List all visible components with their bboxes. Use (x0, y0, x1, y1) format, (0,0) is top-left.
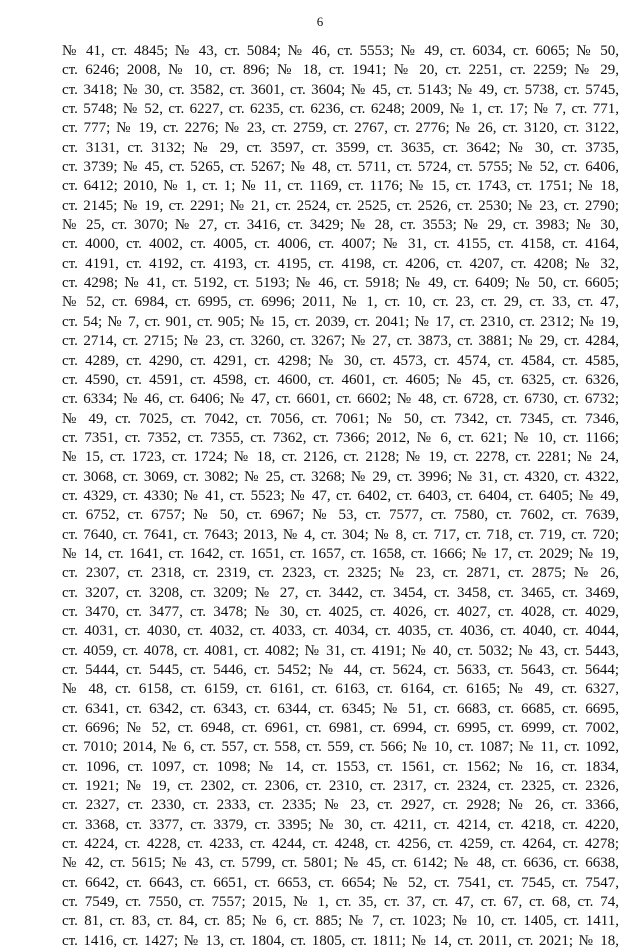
page-number: 6 (316, 14, 324, 29)
text-line: ст. 2327, ст. 2330, ст. 2333, ст. 2335; № 23, ст. 2927, ст. 2928; № 26, ст. 3366, (62, 797, 619, 814)
text-line: ст. 7010; 2014, № 6, ст. 557, ст. 558, ст. 559, ст. 566; № 10, ст. 1087; № 11, ст. 1092, (62, 739, 619, 756)
text-line: ст. 3368, ст. 3377, ст. 3379, ст. 3395; № 30, ст. 4211, ст. 4214, ст. 4218, ст. 4220, (62, 816, 619, 833)
text-line: ст. 3470, ст. 3477, ст. 3478; № 30, ст. 4025, ст. 4026, ст. 4027, ст. 4028, ст. 4029, (62, 603, 619, 620)
text-line: ст. 4031, ст. 4030, ст. 4032, ст. 4033, ст. 4034, ст. 4035, ст. 4036, ст. 4040, ст. 4044, (62, 623, 619, 640)
text-line: № 48, ст. 6158, ст. 6159, ст. 6161, ст. 6163, ст. 6164, ст. 6165; № 49, ст. 6327, (62, 681, 619, 698)
text-line: ст. 6696; № 52, ст. 6948, ст. 6961, ст. 6981, ст. 6994, ст. 6995, ст. 6999, ст. 7002, (62, 720, 619, 737)
text-line: ст. 7549, ст. 7550, ст. 7557; 2015, № 1, ст. 35, ст. 37, ст. 47, ст. 67, ст. 68, ст. 74, (62, 894, 619, 911)
text-line: ст. 3068, ст. 3069, ст. 3082; № 25, ст. 3268; № 29, ст. 3996; № 31, ст. 4320, ст. 4322, (62, 468, 619, 485)
text-line: ст. 7351, ст. 7352, ст. 7355, ст. 7362, ст. 7366; 2012, № 6, ст. 621; № 10, ст. 1166; (62, 429, 619, 446)
text-line: ст. 4059, ст. 4078, ст. 4081, ст. 4082; № 31, ст. 4191; № 40, ст. 5032; № 43, ст. 5443, (62, 642, 619, 659)
text-line: № 15, ст. 1723, ст. 1724; № 18, ст. 2126, ст. 2128; № 19, ст. 2278, ст. 2281; № 24, (62, 449, 619, 466)
text-line: ст. 3207, ст. 3208, ст. 3209; № 27, ст. 3442, ст. 3454, ст. 3458, ст. 3465, ст. 3469, (62, 584, 619, 601)
text-line: ст. 4329, ст. 4330; № 41, ст. 5523; № 47, ст. 6402, ст. 6403, ст. 6404, ст. 6405; № 49, (62, 487, 619, 504)
text-line: ст. 6246; 2008, № 10, ст. 896; № 18, ст. 1941; № 20, ст. 2251, ст. 2259; № 29, (62, 62, 619, 79)
text-line: ст. 7640, ст. 7641, ст. 7643; 2013, № 4, ст. 304; № 8, ст. 717, ст. 718, ст. 719, ст. 720; (62, 526, 619, 543)
text-line: ст. 1921; № 19, ст. 2302, ст. 2306, ст. 2310, ст. 2317, ст. 2324, ст. 2325, ст. 2326, (62, 778, 619, 795)
text-line: ст. 4191, ст. 4192, ст. 4193, ст. 4195, ст. 4198, ст. 4206, ст. 4207, ст. 4208; № 32, (62, 255, 619, 272)
text-line: ст. 4590, ст. 4591, ст. 4598, ст. 4600, ст. 4601, ст. 4605; № 45, ст. 6325, ст. 6326, (62, 371, 619, 388)
text-line: ст. 1096, ст. 1097, ст. 1098; № 14, ст. 1553, ст. 1561, ст. 1562; № 16, ст. 1834, (62, 758, 619, 775)
text-line: ст. 2145; № 19, ст. 2291; № 21, ст. 2524, ст. 2525, ст. 2526, ст. 2530; № 23, ст. 2790; (62, 197, 619, 214)
text-line: ст. 3131, ст. 3132; № 29, ст. 3597, ст. 3599, ст. 3635, ст. 3642; № 30, ст. 3735, (62, 139, 619, 156)
text-line: ст. 4289, ст. 4290, ст. 4291, ст. 4298; № 30, ст. 4573, ст. 4574, ст. 4584, ст. 4585, (62, 352, 619, 369)
text-line: ст. 6752, ст. 6757; № 50, ст. 6967; № 53, ст. 7577, ст. 7580, ст. 7602, ст. 7639, (62, 507, 619, 524)
body-text (62, 42, 619, 951)
text-line: ст. 81, ст. 83, ст. 84, ст. 85; № 6, ст. 885; № 7, ст. 1023; № 10, ст. 1405, ст. 1411, (62, 913, 619, 930)
text-line: ст. 5748; № 52, ст. 6227, ст. 6235, ст. 6236, ст. 6248; 2009, № 1, ст. 17; № 7, ст. 771, (62, 101, 619, 118)
text-line: ст. 5444, ст. 5445, ст. 5446, ст. 5452; № 44, ст. 5624, ст. 5633, ст. 5643, ст. 5644; (62, 662, 619, 678)
text-line: ст. 2307, ст. 2318, ст. 2319, ст. 2323, ст. 2325; № 23, ст. 2871, ст. 2875; № 26, (62, 565, 619, 582)
text-line: ст. 6412; 2010, № 1, ст. 1; № 11, ст. 1169, ст. 1176; № 15, ст. 1743, ст. 1751; № 18, (62, 178, 619, 195)
text-line: ст. 1416, ст. 1427; № 13, ст. 1804, ст. 1805, ст. 1811; № 14, ст. 2011, ст. 2021; № 18, (62, 932, 619, 949)
text-line: ст. 4000, ст. 4002, ст. 4005, ст. 4006, ст. 4007; № 31, ст. 4155, ст. 4158, ст. 4164, (62, 236, 619, 253)
text-line: № 42, ст. 5615; № 43, ст. 5799, ст. 5801; № 45, ст. 6142; № 48, ст. 6636, ст. 6638, (62, 855, 619, 872)
text-line: № 14, ст. 1641, ст. 1642, ст. 1651, ст. 1657, ст. 1658, ст. 1666; № 17, ст. 2029; № 19, (62, 545, 619, 562)
text-line: ст. 54; № 7, ст. 901, ст. 905; № 15, ст. 2039, ст. 2041; № 17, ст. 2310, ст. 2312; № 19, (62, 313, 619, 330)
text-line: № 49, ст. 7025, ст. 7042, ст. 7056, ст. 7061; № 50, ст. 7342, ст. 7345, ст. 7346, (62, 410, 619, 427)
text-line: № 41, ст. 4845; № 43, ст. 5084; № 46, ст. 5553; № 49, ст. 6034, ст. 6065; № 50, (62, 43, 619, 59)
text-line: ст. 6642, ст. 6643, ст. 6651, ст. 6653, ст. 6654; № 52, ст. 7541, ст. 7545, ст. 7547, (62, 874, 619, 891)
text-line: ст. 777; № 19, ст. 2276; № 23, ст. 2759, ст. 2767, ст. 2776; № 26, ст. 3120, ст. 3122, (62, 120, 619, 137)
text-line: ст. 3739; № 45, ст. 5265, ст. 5267; № 48, ст. 5711, ст. 5724, ст. 5755; № 52, ст. 6406, (62, 159, 619, 176)
text-line: ст. 2714, ст. 2715; № 23, ст. 3260, ст. 3267; № 27, ст. 3873, ст. 3881; № 29, ст. 4284, (62, 333, 619, 350)
text-line: ст. 3418; № 30, ст. 3582, ст. 3601, ст. 3604; № 45, ст. 5143; № 49, ст. 5738, ст. 5745, (62, 81, 619, 98)
text-line: ст. 4224, ст. 4228, ст. 4233, ст. 4244, ст. 4248, ст. 4256, ст. 4259, ст. 4264, ст. 4278; (62, 836, 619, 853)
text-line: ст. 6334; № 46, ст. 6406; № 47, ст. 6601, ст. 6602; № 48, ст. 6728, ст. 6730, ст. 6732; (62, 391, 619, 408)
text-line: ст. 4298; № 41, ст. 5192, ст. 5193; № 46, ст. 5918; № 49, ст. 6409; № 50, ст. 6605; (62, 275, 619, 292)
text-line: № 52, ст. 6984, ст. 6995, ст. 6996; 2011, № 1, ст. 10, ст. 23, ст. 29, ст. 33, ст. 47, (62, 294, 619, 311)
text-line: ст. 6341, ст. 6342, ст. 6343, ст. 6344, ст. 6345; № 51, ст. 6683, ст. 6685, ст. 6695, (62, 700, 619, 717)
text-line: № 25, ст. 3070; № 27, ст. 3416, ст. 3429; № 28, ст. 3553; № 29, ст. 3983; № 30, (62, 217, 619, 234)
